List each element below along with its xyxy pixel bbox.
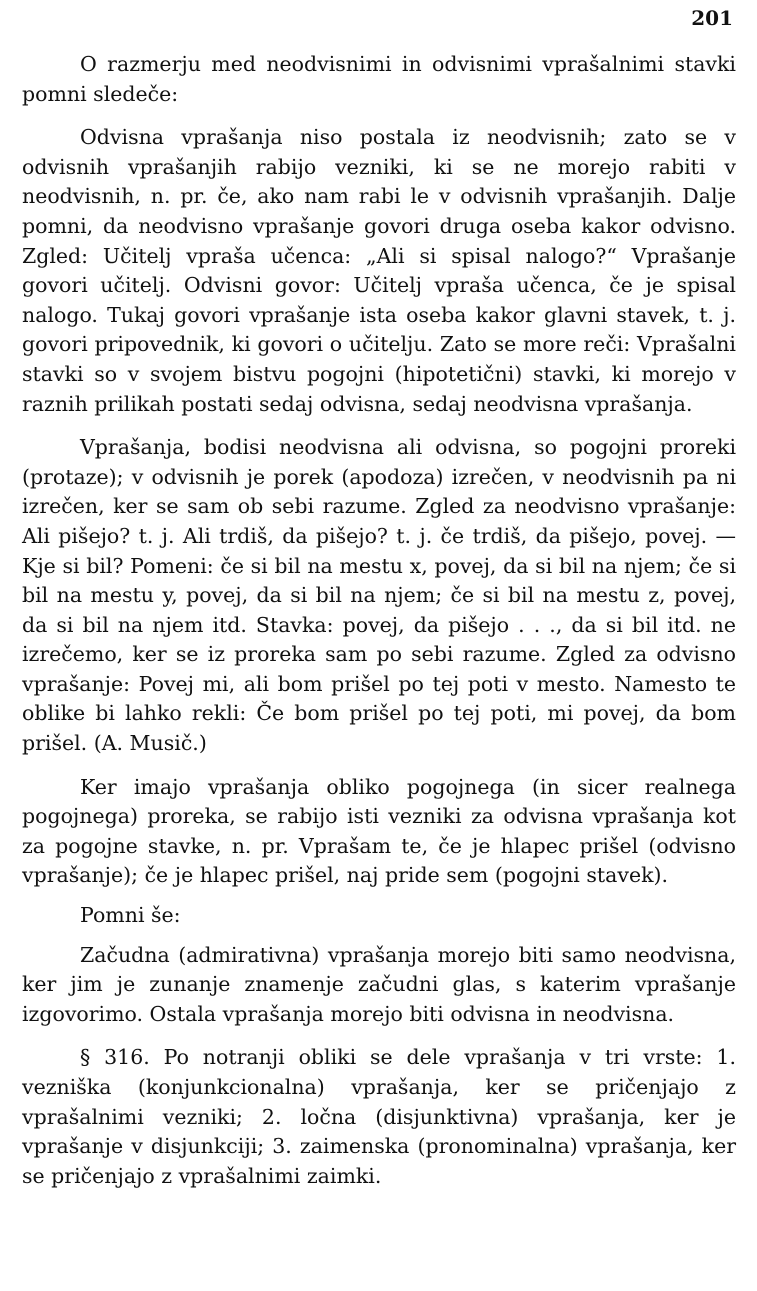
paragraph-zacudna: Začudna (admirativna) vprašanja morejo biti samo neodvisna, ker jim je zunanje znamenje začudni glas, s katerim vprašanje izgovorimo. Ostala vprašanja morejo biti odvisna in neodvisna. <box>22 942 736 1026</box>
paragraph-pomni-se: Pomni še: <box>80 903 181 928</box>
paragraph-vezniki: Ker imajo vprašanja obliko pogojnega (in sicer realnega pogojnega) proreka, se rabijo isti vezniki za odvisna vprašanja kot za pogojne stavke, n. pr. Vprašam te, če je hlapec prišel (odvisno vprašanje); če je hlapec prišel, naj pride sem (pogojni stavek). <box>22 774 736 888</box>
paragraph-odvisna-vprasanja: Odvisna vprašanja niso postala iz neodvisnih; zato se v odvisnih vprašanjih rabijo vezniki, ki se ne morejo rabiti v neodvisnih, n. pr. če, ako nam rabi le v odvisnih vprašanjih. Dalje pomni, da neodvisno vprašanje govori druga oseba kakor odvisno. Zgled: Učitelj vpraša učenca: „Ali si spisal nalogo?“ Vprašanje govori učitelj. Odvisni govor: Učitelj vpraša učenca, če je spisal nalogo. Tukaj govori vprašanje ista oseba kakor glavni stavek, t. j. govori pripovednik, ki govori o učitelju. Zato se more reči: Vprašalni stavki so v svojem bistvu pogojni (hipotetični) stavki, ki morejo v raznih prilikah postati sedaj odvisna, sedaj neodvisna vprašanja. <box>22 125 736 416</box>
page-text <box>22 50 736 1191</box>
paragraph-intro: O razmerju med neodvisnimi in odvisnimi vprašalnimi stavki pomni sledeče: <box>22 52 736 106</box>
paragraph-pogojni-proreki: Vprašanja, bodisi neodvisna ali odvisna, so pogojni proreki (protaze); v odvisnih je porek (apodoza) izrečen, v neodvisnih pa ni izrečen, ker se sam ob sebi razume. Zgled za neodvisno vprašanje: Ali pišejo? t. j. Ali trdiš, da pišejo? t. j. če trdiš, da pišejo, povej. — Kje si bil? Pomeni: če si bil na mestu x, povej, da si bil na njem; če si bil na mestu y, povej, da si bil na njem; če si bil na mestu z, povej, da si bil na njem itd. Stavka: povej, da pišejo . . ., da si bil itd. ne izrečemo, ker se iz proreka sam po sebi razume. Zgled za odvisno vprašanje: Povej mi, ali bom prišel po tej poti v mesto. Namesto te oblike bi lahko rekli: Če bom prišel po tej poti, mi povej, da bom prišel. (A. Musič.) <box>22 435 736 756</box>
paragraph-section-316: § 316. Po notranji obliki se dele vprašanja v tri vrste: 1. vezniška (konjunkcionalna) vprašanja, ker se pričenjajo z vprašalnimi vezniki; 2. ločna (disjunktivna) vprašanja, ker je vprašanje v disjunkciji; 3. zaimenska (pronominalna) vprašanja, ker se pričenjajo z vprašalnimi zaimki. <box>22 1045 736 1188</box>
page-number: 201 <box>691 6 733 30</box>
